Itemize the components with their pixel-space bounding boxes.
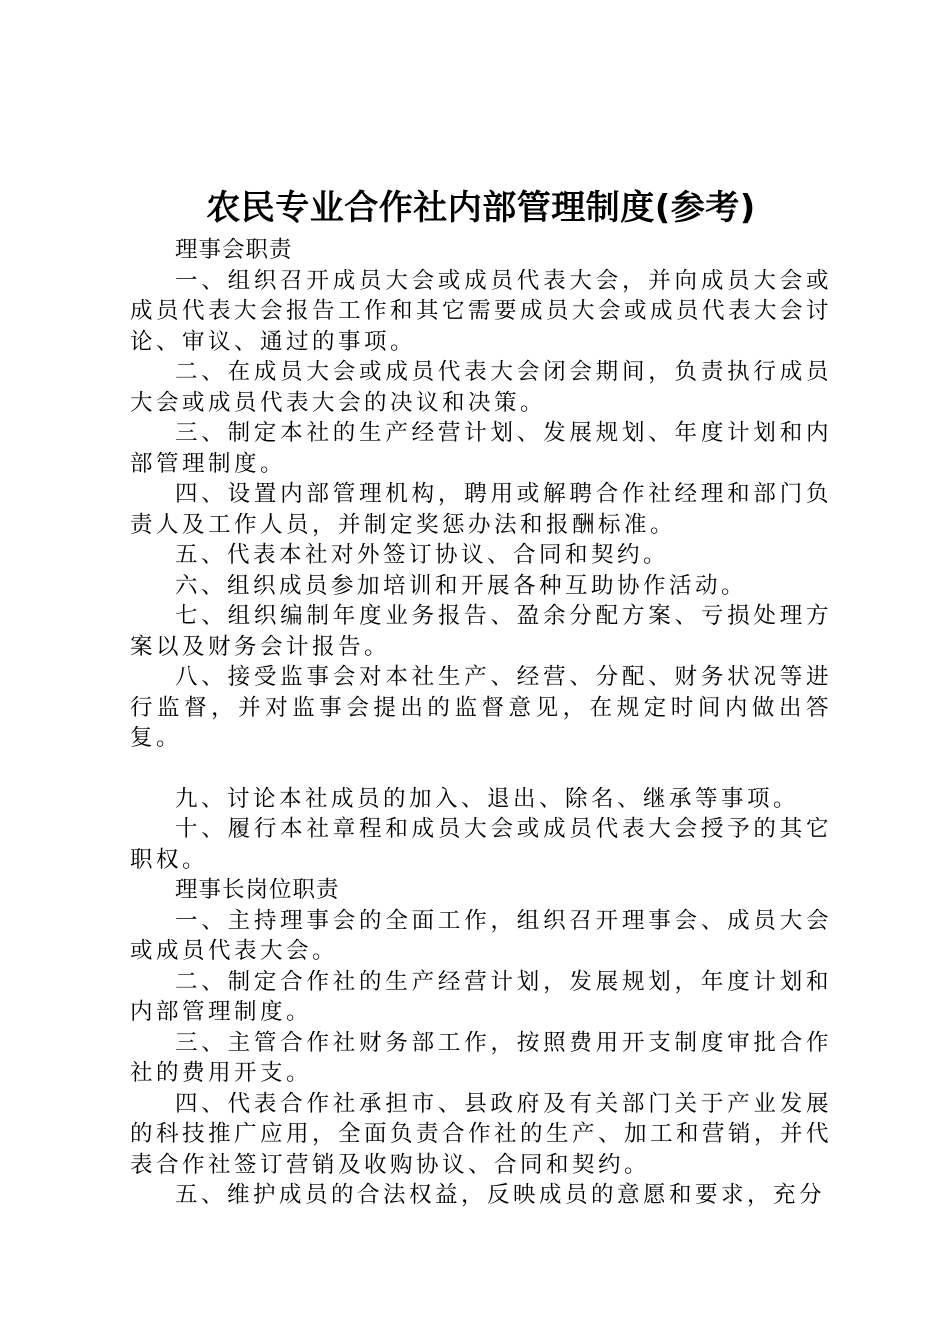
paragraph: 一、主持理事会的全面工作，组织召开理事会、成员大会或成员代表大会。 [130,907,832,964]
paragraph: 二、制定合作社的生产经营计划，发展规划，年度计划和内部管理制度。 [130,968,832,1025]
document-page [130,185,832,1211]
paragraph: 六、组织成员参加培训和开展各种互助协作活动。 [175,572,748,599]
paragraph: 五、维护成员的合法权益，反映成员的意愿和要求，充分 [175,1182,826,1208]
paragraph: 八、接受监事会对本社生产、经营、分配、财务状况等进行监督，并对监事会提出的监督意见，在规定时间内做出答复。 [130,664,832,751]
paragraph: 五、代表本社对外签订协议、合同和契约。 [175,542,670,568]
paragraph: 四、代表合作社承担市、县政府及有关部门关于产业发展的科技推广应用，全面负责合作社的生产、加工和营销，并代表合作社签订营销及收购协议、合同和契约。 [130,1090,833,1178]
paragraph-gap [130,754,832,784]
paragraph: 三、制定本社的生产经营计划、发展规划、年度计划和内部管理制度。 [130,420,832,477]
paragraph: 一、组织召开成员大会或成员代表大会，并向成员大会或成员代表大会报告工作和其它需要成员大会或成员代表大会讨论、审议、通过的事项。 [130,267,833,355]
paragraph: 四、设置内部管理机构，聘用或解聘合作社经理和部门负责人及工作人员，并制定奖惩办法和报酬标准。 [130,481,832,538]
paragraph: 十、履行本社章程和成员大会或成员代表大会授予的其它职权。 [130,816,832,873]
section-chairman-duties [130,875,832,1211]
paragraph: 九、讨论本社成员的加入、退出、除名、继承等事项。 [175,785,800,812]
paragraph: 三、主管合作社财务部工作，按照费用开支制度审批合作社的费用开支。 [130,1029,832,1086]
section-heading: 理事会职责 [175,237,293,263]
section-heading: 理事长岗位职责 [175,877,340,903]
paragraph: 七、组织编制年度业务报告、盈余分配方案、亏损处理方案以及财务会计报告。 [130,603,832,660]
paragraph: 二、在成员大会或成员代表大会闭会期间，负责执行成员大会或成员代表大会的决议和决策。 [130,359,832,416]
section-council-duties [130,235,832,875]
document-title: 农民专业合作社内部管理制度(参考) [206,188,756,228]
